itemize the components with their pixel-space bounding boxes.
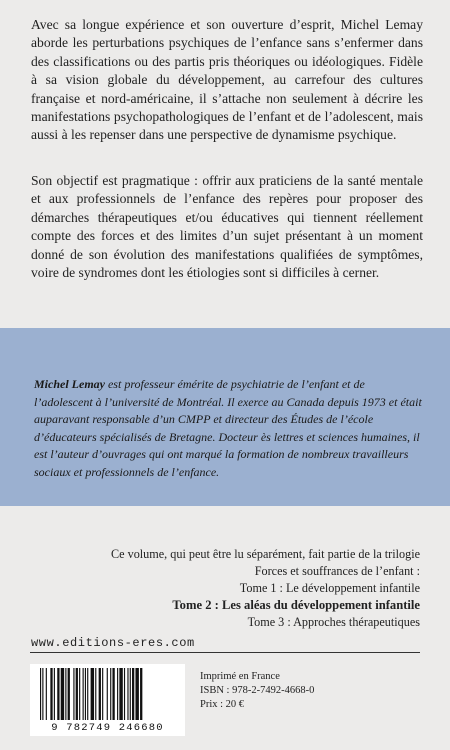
price-label: Prix : 20 €	[200, 699, 245, 711]
barcode-bar	[54, 668, 55, 720]
barcode-bar	[117, 668, 118, 720]
series-tome-1: Tome 1 : Le développement infantile	[239, 581, 420, 595]
series-tome-2: Tome 2 : Les aléas du développement infantile	[172, 598, 420, 612]
barcode-bar	[112, 668, 114, 720]
barcode-bar	[127, 668, 128, 720]
barcode-bar	[65, 668, 66, 720]
barcode-bar	[73, 668, 74, 720]
barcode-bar	[124, 668, 125, 720]
barcode-bars	[30, 664, 185, 722]
barcode-bar	[107, 668, 108, 720]
barcode-bar	[135, 668, 138, 720]
barcode-bar	[40, 668, 41, 720]
author-name: Michel Lemay	[34, 377, 105, 391]
barcode-bar	[140, 668, 142, 720]
publisher-website: www.editions-eres.com	[31, 636, 195, 650]
author-bio	[34, 376, 422, 481]
print-info	[200, 670, 314, 713]
divider-rule	[30, 652, 420, 653]
barcode-bar	[95, 668, 96, 720]
barcode-bar	[50, 668, 52, 720]
barcode-bar	[79, 668, 80, 720]
series-title: Forces et souffrances de l’enfant :	[254, 564, 420, 578]
barcode-bar	[68, 668, 70, 720]
printed-in-label: Imprimé en France	[200, 671, 280, 682]
author-bio-text: est professeur émérite de psychiatrie de l’enfant et de l’adolescent à l’université de Montréal. Il exerce au Canada depuis 1973 et était auparavant responsable d’un CMPP et directeur des Études de l’école d’éducateurs spécialisés de Bretagne. Docteur ès lettres et sciences humaines, il est l’auteur d’ouvrages qui ont marqué la formation de nombreux travailleurs sociaux et professionnels de l’enfance.	[34, 377, 422, 479]
barcode-bar	[110, 668, 111, 720]
barcode-bar	[91, 668, 94, 720]
barcode-bar	[99, 668, 101, 720]
barcode-bar	[57, 668, 59, 720]
barcode-bar	[42, 668, 43, 720]
barcode-bar	[102, 668, 103, 720]
barcode-bar	[87, 668, 88, 720]
description-paragraph-2: Son objectif est pragmatique : offrir aux praticiens de la santé mentale et aux professionnels de l’enfance des repères pour proposer des démarches thérapeutiques et/ou éducatives qui tiennent réellement compte des forces et des limites d’un sujet présentant à un moment donné de son évolution des manifestations qualifiées de symptômes, voire de syndromes dont les étiologies sont si difficiles à cerner.	[31, 173, 423, 281]
barcode-bar	[83, 668, 84, 720]
barcode-bar	[46, 668, 47, 720]
series-tome-3: Tome 3 : Approches thérapeutiques	[247, 615, 420, 629]
barcode-bar	[132, 668, 134, 720]
barcode-bar	[85, 668, 86, 720]
barcode-digits: 9 782749 246680	[30, 722, 185, 734]
barcode-bar	[130, 668, 131, 720]
barcode-bar	[76, 668, 78, 720]
barcode-bar	[119, 668, 122, 720]
series-intro: Ce volume, qui peut être lu séparément, fait partie de la trilogie	[111, 547, 420, 561]
description-paragraph-1: Avec sa longue expérience et son ouverture d’esprit, Michel Lemay aborde les perturbations psychiques de l’enfance sans s’enfermer dans des classifications ou des partis pris théoriques ou idéologiques. Fidèle à sa vision globale du développement, au carrefour des cultures française et nord-américaine, il s’attache non seulement à décrire les manifestations psychopathologiques de l’enfant et de l’adolescent, mais aussi à les repenser dans une perspective de dynamisme psychique.	[31, 17, 423, 143]
isbn-label: ISBN : 978-2-7492-4668-0	[200, 685, 315, 697]
barcode-bar	[61, 668, 64, 720]
